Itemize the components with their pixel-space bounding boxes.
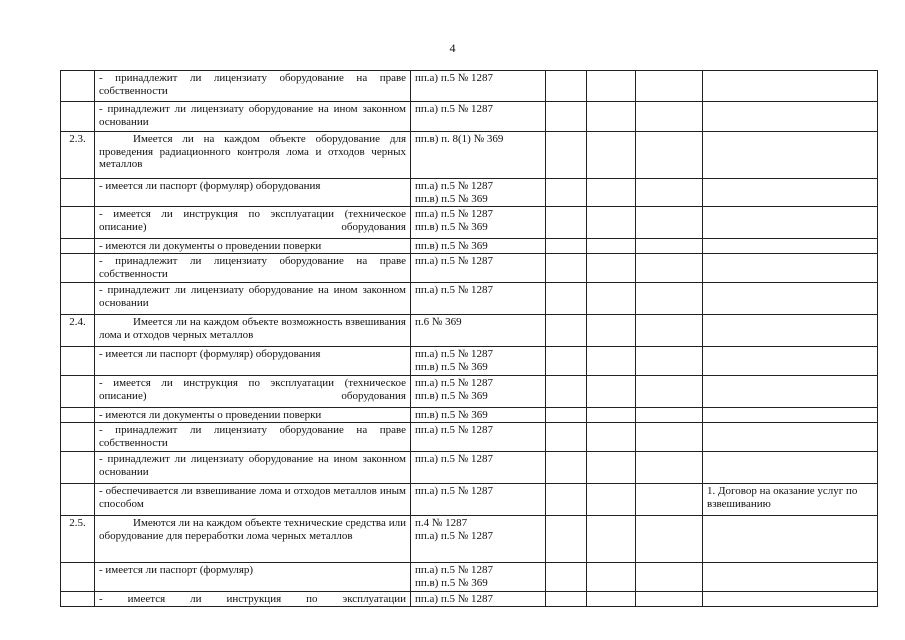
answer-no-cell [587,376,636,408]
answer-yes-cell [546,347,587,376]
legal-reference-cell [411,71,546,102]
question-cell: - имеются ли документы о проведении поверки [95,239,411,254]
table-row [61,207,878,239]
item-number [61,592,95,607]
note-cell [703,347,878,376]
item-number [61,239,95,254]
note-cell [703,315,878,347]
table-row [61,452,878,484]
legal-reference: пп.в) п.5 № 369 [415,389,488,402]
answer-yes-cell [546,423,587,452]
note-cell [703,452,878,484]
legal-reference: пп.в) п.5 № 369 [415,409,488,421]
item-number [61,484,95,516]
table-row [61,71,878,102]
table-row [61,563,878,592]
item-number [61,207,95,239]
note-cell [703,408,878,423]
answer-no-cell [587,516,636,563]
table-row [61,484,878,516]
item-number [61,408,95,423]
answer-na-cell [636,239,703,254]
legal-reference: пп.а) п.5 № 1287 [415,453,493,465]
answer-yes-cell [546,132,587,179]
answer-yes-cell [546,283,587,315]
answer-yes-cell [546,592,587,607]
question-cell: Имеются ли на каждом объекте технические средства или оборудование для переработки лома черных металлов [95,516,411,563]
legal-reference: пп.в) п.5 № 369 [415,576,488,589]
answer-yes-cell [546,254,587,283]
legal-reference-cell [411,452,546,484]
question-cell: - имеется ли паспорт (формуляр) оборудования [95,179,411,207]
table-row [61,376,878,408]
item-number [61,254,95,283]
legal-reference: пп.в) п.5 № 369 [415,192,488,205]
answer-yes-cell [546,315,587,347]
legal-reference: пп.а) п.5 № 1287 [415,377,493,389]
answer-na-cell [636,592,703,607]
note-cell [703,179,878,207]
legal-reference: пп.а) п.5 № 1287 [415,564,493,576]
question-cell: - принадлежит ли лицензиату оборудование на праве собственности [95,71,411,102]
answer-no-cell [587,592,636,607]
table-row [61,315,878,347]
answer-no-cell [587,347,636,376]
answer-yes-cell [546,452,587,484]
answer-no-cell [587,179,636,207]
question-cell: - принадлежит ли лицензиату оборудование на ином законном основании [95,452,411,484]
answer-na-cell [636,179,703,207]
legal-reference-cell [411,239,546,254]
legal-reference-cell [411,376,546,408]
item-number [61,179,95,207]
answer-no-cell [587,408,636,423]
legal-reference: пп.а) п.5 № 1287 [415,593,493,605]
note-cell [703,592,878,607]
note-cell [703,239,878,254]
table-row [61,423,878,452]
item-number [61,347,95,376]
legal-reference: пп.в) п.5 № 369 [415,360,488,373]
note-cell [703,283,878,315]
legal-reference-cell [411,207,546,239]
answer-na-cell [636,452,703,484]
answer-no-cell [587,283,636,315]
note-cell [703,254,878,283]
question-cell: - имеются ли документы о проведении поверки [95,408,411,423]
legal-reference: пп.а) п.5 № 1287 [415,180,493,192]
answer-yes-cell [546,484,587,516]
item-number [61,423,95,452]
item-number: 2.3. [61,132,95,179]
legal-reference: пп.в) п.5 № 369 [415,240,488,252]
answer-no-cell [587,207,636,239]
table-row [61,347,878,376]
checklist-table [60,70,878,607]
answer-yes-cell [546,563,587,592]
question-cell: - имеется ли инструкция по эксплуатации (техническое описание) оборудования [95,207,411,239]
table-row [61,592,878,607]
question-cell: - имеется ли паспорт (формуляр) [95,563,411,592]
legal-reference-cell [411,283,546,315]
answer-yes-cell [546,376,587,408]
note-cell [703,563,878,592]
question-cell: - принадлежит ли лицензиату оборудование на праве собственности [95,423,411,452]
table-row [61,239,878,254]
legal-reference-cell [411,179,546,207]
answer-na-cell [636,376,703,408]
answer-na-cell [636,484,703,516]
table-row [61,254,878,283]
legal-reference: пп.в) п. 8(1) № 369 [415,133,504,145]
legal-reference-cell [411,102,546,132]
legal-reference: пп.а) п.5 № 1287 [415,208,493,220]
answer-na-cell [636,516,703,563]
answer-na-cell [636,71,703,102]
answer-na-cell [636,102,703,132]
answer-no-cell [587,71,636,102]
legal-reference-cell [411,132,546,179]
note-cell [703,71,878,102]
answer-na-cell [636,563,703,592]
note-cell [703,207,878,239]
answer-na-cell [636,132,703,179]
answer-na-cell [636,283,703,315]
question-cell: - имеется ли инструкция по эксплуатации (техническое описание) оборудования [95,376,411,408]
item-number: 2.5. [61,516,95,563]
answer-na-cell [636,254,703,283]
table-row [61,283,878,315]
answer-no-cell [587,484,636,516]
legal-reference: пп.а) п.5 № 1287 [415,103,493,115]
item-number [61,376,95,408]
answer-na-cell [636,207,703,239]
legal-reference: пп.а) п.5 № 1287 [415,424,493,436]
legal-reference: пп.в) п.5 № 369 [415,220,488,233]
legal-reference-cell [411,254,546,283]
table-row [61,102,878,132]
answer-no-cell [587,423,636,452]
question-cell: Имеется ли на каждом объекте оборудование для проведения радиационного контроля лома и отходов черных металлов [95,132,411,179]
answer-no-cell [587,315,636,347]
table-row [61,179,878,207]
question-cell: Имеется ли на каждом объекте возможность взвешивания лома и отходов черных металлов [95,315,411,347]
answer-yes-cell [546,239,587,254]
note-cell [703,423,878,452]
note-cell [703,516,878,563]
answer-no-cell [587,254,636,283]
legal-reference-cell [411,408,546,423]
item-number [61,283,95,315]
legal-reference: пп.а) п.5 № 1287 [415,485,493,497]
answer-yes-cell [546,408,587,423]
question-cell: - принадлежит ли лицензиату оборудование на ином законном основании [95,102,411,132]
answer-na-cell [636,408,703,423]
item-number: 2.4. [61,315,95,347]
question-cell: - обеспечивается ли взвешивание лома и отходов металлов иным способом [95,484,411,516]
answer-no-cell [587,132,636,179]
item-number [61,563,95,592]
legal-reference: пп.а) п.5 № 1287 [415,529,493,542]
table-row [61,516,878,563]
question-cell: - имеется ли паспорт (формуляр) оборудования [95,347,411,376]
answer-no-cell [587,239,636,254]
question-cell: - имеется ли инструкция по эксплуатации [95,592,411,607]
answer-na-cell [636,315,703,347]
item-number [61,452,95,484]
answer-yes-cell [546,207,587,239]
note-cell [703,102,878,132]
legal-reference: п.6 № 369 [415,316,462,328]
answer-yes-cell [546,102,587,132]
legal-reference-cell [411,423,546,452]
item-number [61,102,95,132]
answer-yes-cell [546,516,587,563]
question-cell: - принадлежит ли лицензиату оборудование на ином законном основании [95,283,411,315]
legal-reference: пп.а) п.5 № 1287 [415,72,493,84]
table-row [61,408,878,423]
answer-yes-cell [546,71,587,102]
table-row [61,132,878,179]
answer-no-cell [587,102,636,132]
legal-reference: пп.а) п.5 № 1287 [415,284,493,296]
answer-na-cell [636,347,703,376]
answer-yes-cell [546,179,587,207]
note-cell [703,132,878,179]
legal-reference-cell [411,516,546,563]
answer-no-cell [587,452,636,484]
legal-reference: п.4 № 1287 [415,517,468,529]
note-cell [703,376,878,408]
legal-reference-cell [411,347,546,376]
note-cell: 1. Договор на оказание услуг по взвешиванию [703,484,878,516]
legal-reference-cell [411,563,546,592]
legal-reference-cell [411,592,546,607]
answer-no-cell [587,563,636,592]
item-number [61,71,95,102]
legal-reference: пп.а) п.5 № 1287 [415,255,493,267]
legal-reference: пп.а) п.5 № 1287 [415,348,493,360]
question-cell: - принадлежит ли лицензиату оборудование на праве собственности [95,254,411,283]
legal-reference-cell [411,315,546,347]
page-number: 4 [449,41,456,55]
answer-na-cell [636,423,703,452]
legal-reference-cell [411,484,546,516]
